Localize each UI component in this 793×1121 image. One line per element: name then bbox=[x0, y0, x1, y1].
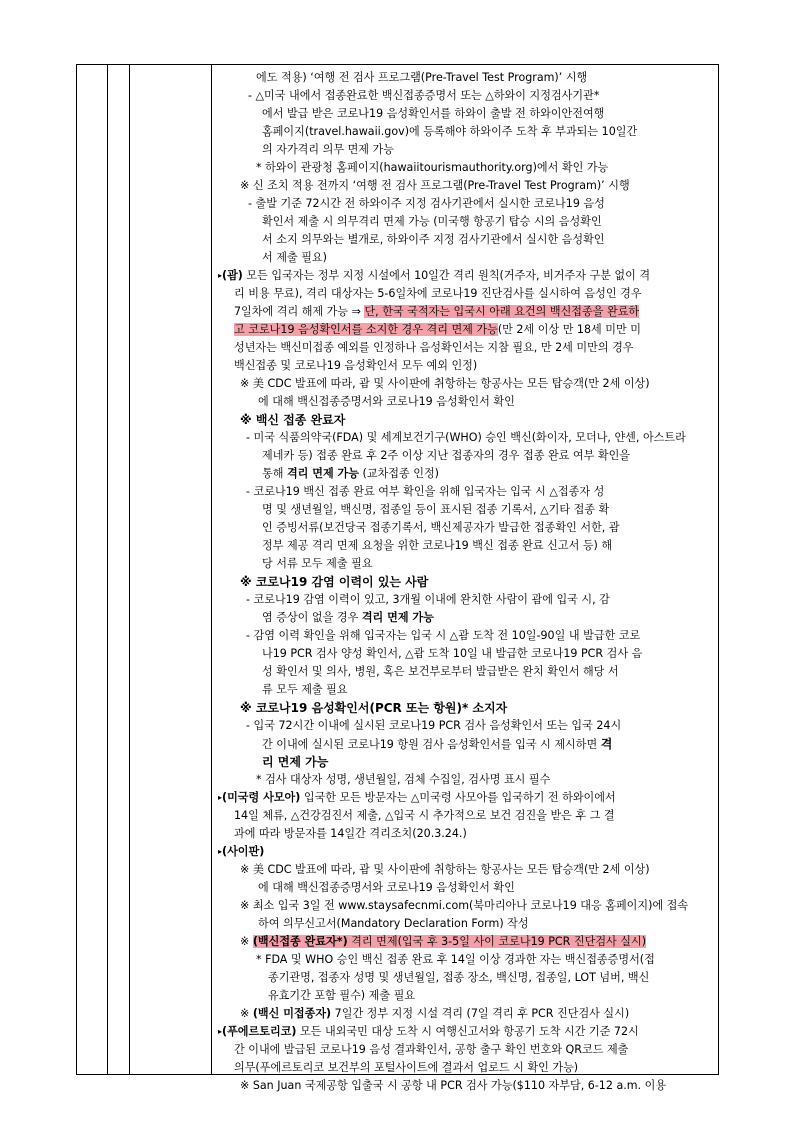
text-line: 리 면제 가능 bbox=[262, 755, 329, 769]
note-line: ※ (백신접종 완료자*) 격리 면제(입국 후 3-5일 사이 코로나19 PCR 진단검사 실시) bbox=[240, 935, 647, 948]
text-line: 명 및 생년월일, 백신명, 접종일 등이 표시된 접종 기록서, △기타 접종 확 bbox=[262, 503, 610, 516]
text-line: 에서 발급 받은 코로나19 음성확인서를 하와이 출발 전 하와이안전여행 bbox=[262, 107, 605, 120]
section-label-samoa: (미국령 사모아) bbox=[222, 791, 301, 804]
note-line: ※ (백신 미접종자) 7일간 정부 지정 시설 격리 (7일 격리 후 PCR 진단검사 실시) bbox=[240, 1007, 630, 1020]
text-line: - 입국 72시간 이내에 실시된 코로나19 PCR 검사 음성확인서 또는 입국 24시 bbox=[246, 719, 622, 732]
text-line: 염 증상이 없을 경우 격리 면제 가능 bbox=[262, 611, 434, 624]
text-line: 의 자가격리 의무 면제 가능 bbox=[262, 143, 394, 156]
text-line: 정부 제공 격리 면제 요청을 위한 코로나19 백신 접종 완료 신고서 등) 해 bbox=[262, 539, 613, 552]
document-table bbox=[76, 64, 719, 1092]
highlight-text: 격리 면제(입국 후 3-5일 사이 코로나19 PCR 진단검사 실시) bbox=[347, 935, 647, 948]
footnote-line: * 검사 대상자 성명, 생년월일, 검체 수집일, 검사명 표시 필수 bbox=[256, 773, 551, 786]
text-line: 14일 체류, △건강검진서 제출, △입국 시 추가적으로 보건 검진을 받은 후 그 결 bbox=[234, 809, 615, 822]
note-line: ※ 美 CDC 발표에 따라, 괌 및 사이판에 취항하는 항공사는 모든 탑승객(만 2세 이상) bbox=[240, 863, 650, 876]
text-line: 당 서류 모두 제출 필요 bbox=[262, 557, 373, 570]
text-line: 나19 PCR 검사 양성 확인서, △괌 도착 10일 내 발급한 코로나19 PCR 검사 음 bbox=[262, 647, 643, 660]
note-line: ※ 신 조치 적용 전까지 ‘여행 전 검사 프로그램(Pre-Travel Test Program)’ 시행 bbox=[240, 179, 630, 192]
section-label-saipan: (사이판) bbox=[222, 845, 265, 858]
text-line: 홈페이지(travel.hawaii.gov)에 등록해야 하와이주 도착 후 부과되는 10일간 bbox=[262, 125, 638, 138]
text-line: 서 제출 필요) bbox=[262, 251, 327, 264]
text-line: 과에 따라 방문자를 14일간 격리조치(20.3.24.) bbox=[234, 827, 467, 840]
text-line: 의무(푸에르토리코 보건부의 포털사이트에 결과서 업로드 시 확인 가능) bbox=[234, 1061, 579, 1074]
footnote-line: 유효기간 포함 필수) 제출 필요 bbox=[268, 989, 416, 1002]
note-line: 에 대해 백신접종증명서와 코로나19 음성확인서 확인 bbox=[258, 881, 515, 894]
section-label-puertorico: (푸에르토리코) bbox=[222, 1025, 297, 1038]
note-line: 하여 의무신고서(Mandatory Declaration Form) 작성 bbox=[258, 917, 529, 930]
text-line: 리 비용 무료), 격리 대상자는 5-6일차에 코로나19 진단검사를 실시하여 음성인 경우 bbox=[234, 287, 642, 300]
subheading-negative-test: ※ 코로나19 음성확인서(PCR 또는 항원)* 소지자 bbox=[240, 701, 508, 715]
text-line: 백신접종 및 코로나19 음성확인서 모두 예외 인정) bbox=[234, 359, 478, 372]
text-line: 간 이내에 실시된 코로나19 항원 검사 음성확인서를 입국 시 제시하면 격 bbox=[262, 737, 613, 751]
bullet-icon: ▸ bbox=[218, 1027, 223, 1036]
text-line: 류 모두 제출 필요 bbox=[262, 683, 348, 696]
footnote-line: * 하와이 관광청 홈페이지(hawaiitourismauthority.org)에서 확인 가능 bbox=[256, 161, 609, 174]
text-line: 제네카 등) 접종 완료 후 2주 이상 지난 접종자의 경우 접종 완료 여부 확인을 bbox=[262, 449, 631, 462]
bullet-icon: ▸ bbox=[218, 271, 223, 280]
highlight-text: (백신접종 완료자*) bbox=[252, 935, 348, 948]
highlight-text: 고 코로나19 음성확인서를 소지한 경우 격리 면제 가능 bbox=[234, 323, 498, 336]
text-line: 고 코로나19 음성확인서를 소지한 경우 격리 면제 가능(만 2세 이상 만 18세 미만 미 bbox=[234, 323, 641, 336]
text-line: - 코로나19 백신 접종 완료 여부 확인을 위해 입국자는 입국 시 △접종자 성 bbox=[246, 485, 605, 498]
text-line: 간 이내에 발급된 코로나19 음성 결과확인서, 공항 출구 확인 번호와 QR코드 제출 bbox=[234, 1043, 629, 1056]
column-divider bbox=[129, 65, 130, 1074]
text-line: 서 소지 의무와는 별개로, 하와이주 지정 검사기관에서 실시한 음성확인 bbox=[262, 233, 605, 246]
text-line: 통해 격리 면제 가능 (교차접종 인정) bbox=[262, 467, 440, 480]
bullet-icon: ▸ bbox=[218, 847, 223, 856]
text-line: 성 확인서 및 의사, 병원, 혹은 보건부로부터 발급받은 완치 확인서 해당 서 bbox=[262, 665, 619, 678]
text-line: 성년자는 백신미접종 예외를 인정하나 음성확인서는 지참 필요, 만 2세 미만의 경우 bbox=[234, 341, 634, 354]
text-line: - △미국 내에서 접종완료한 백신접종증명서 또는 △하와이 지정검사기관* bbox=[248, 89, 600, 102]
note-line: ※ San Juan 국제공항 입출국 시 공항 내 PCR 검사 가능($110 자부담, 6-12 a.m. 이용 bbox=[240, 1079, 667, 1092]
text-line: - 출발 기준 72시간 전 하와이주 지정 검사기관에서 실시한 코로나19 음성 bbox=[248, 197, 605, 210]
section-label-guam: (괌) bbox=[222, 269, 243, 282]
subheading-infected: ※ 코로나19 감염 이력이 있는 사람 bbox=[240, 575, 429, 589]
text-line: 에도 적용) ‘여행 전 검사 프로그램(Pre-Travel Test Program)’ 시행 bbox=[256, 71, 588, 84]
text-line: - 감염 이력 확인을 위해 입국자는 입국 시 △괌 도착 전 10일-90일 내 발급한 코로 bbox=[246, 629, 641, 642]
guam-line: ▸(괌) 모든 입국자는 정부 지정 시설에서 10일간 격리 원칙(거주자, 비거주자 구분 없이 격 bbox=[218, 269, 651, 282]
text-line: - 코로나19 감염 이력이 있고, 3개월 이내에 완치한 사람이 괌에 입국 시, 감 bbox=[246, 593, 610, 606]
subheading-vaccinated: ※ 백신 접종 완료자 bbox=[240, 413, 346, 427]
text-line: 인 증빙서류(보건당국 접종기록서, 백신제공자가 발급한 접종확인 서한, 괌 bbox=[262, 521, 620, 534]
highlight-text: 단, 한국 국적자는 입국시 아래 요건의 백신접종을 완료하 bbox=[364, 305, 640, 318]
note-line: 에 대해 백신접종증명서와 코로나19 음성확인서 확인 bbox=[258, 395, 515, 408]
footnote-line: 종기관명, 접종자 성명 및 생년월일, 접종 장소, 백신명, 접종일, LOT 넘버, 백신 bbox=[268, 971, 650, 984]
footnote-line: * FDA 및 WHO 승인 백신 접종 완료 후 14일 이상 경과한 자는 백신접종증명서(접 bbox=[256, 953, 655, 966]
puertorico-line: ▸(푸에르토리코) 모든 내외국민 대상 도착 시 여행신고서와 항공기 도착 시간 기준 72시 bbox=[218, 1025, 639, 1038]
text-line: 7일차에 격리 해제 가능 ⇒ 단, 한국 국적자는 입국시 아래 요건의 백신접종을 완료하 bbox=[234, 305, 640, 318]
column-divider bbox=[107, 65, 108, 1074]
bullet-icon: ▸ bbox=[218, 793, 223, 802]
note-line: ※ 美 CDC 발표에 따라, 괌 및 사이판에 취항하는 항공사는 모든 탑승객(만 2세 이상) bbox=[240, 377, 650, 390]
column-divider bbox=[211, 65, 212, 1074]
saipan-line bbox=[218, 843, 714, 861]
note-line: ※ 최소 입국 3일 전 www.staysafecnmi.com(북마리아나 코로나19 대응 홈페이지)에 접속 bbox=[240, 899, 689, 912]
samoa-line: ▸(미국령 사모아) 입국한 모든 방문자는 △미국령 사모아를 입국하기 전 하와이에서 bbox=[218, 791, 616, 804]
text-line: 확인서 제출 시 의무격리 면제 가능 (미국행 항공기 탑승 시의 음성확인 bbox=[262, 215, 602, 228]
content-cell bbox=[218, 69, 714, 1095]
text-line: - 미국 식품의약국(FDA) 및 세계보건기구(WHO) 승인 백신(화이자, 모더나, 얀센, 아스트라 bbox=[246, 431, 686, 444]
